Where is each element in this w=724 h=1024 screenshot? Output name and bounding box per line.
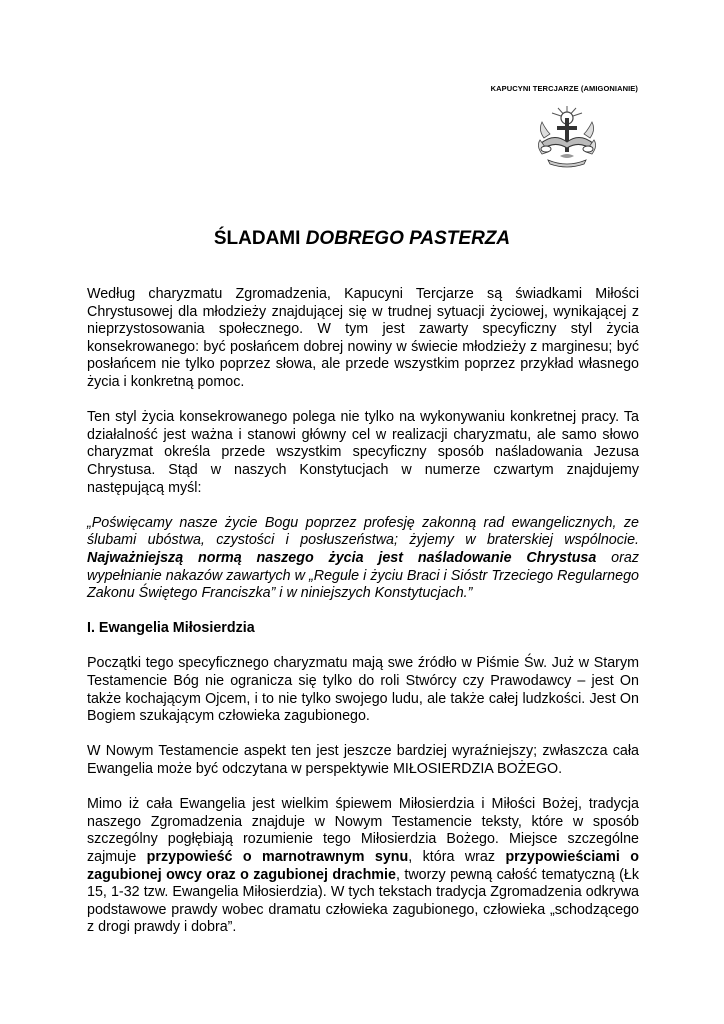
constitution-quote xyxy=(87,515,639,603)
paragraph-parables xyxy=(87,796,639,937)
title-italic: DOBREGO PASTERZA xyxy=(305,228,511,249)
page-title xyxy=(0,226,724,252)
quote-part-a: „Poświęcamy nasze życie Bogu poprzez profesję zakonną rad ewangelicznych, ze ślubami ubóstwa, czystości i posłuszeństwa; żyjemy w braterskiej wspólnocie. xyxy=(87,514,639,549)
header-organization: KAPUCYNI TERCJARZE (AMIGONIANIE) xyxy=(490,84,638,93)
paragraph-lifestyle: Ten styl życia konsekrowanego polega nie tylko na wykonywaniu konkretnej pracy. Ta działalność jest ważna i stanowi główny cel w realizacji charyzmatu, ale samo słowo charyzmat określa przede wszystkim specyficzny sposób naśladowania Jezusa Chrystusa. Stąd w naszych Konstytucjach w numerze czwartym znajdujemy następującą myśl: xyxy=(87,409,639,496)
parables-part-c: , która wraz xyxy=(408,849,506,865)
parables-part-a: Mimo iż cała Ewangelia jest wielkim śpiewem Miłosierdzia i Miłości Bożej, tradycja naszego Zgromadzenia znajduje w Nowym Testamencie teksty, które w sposób szczególny pogłębiają rozumienie tego Miłosierdzia Bożego. Miejsce szczególne zajmuje xyxy=(87,796,639,865)
parables-bold-prodigal: przypowieść o marnotrawnym synu xyxy=(146,849,409,865)
paragraph-origins: Początki tego specyficznego charyzmatu mają swe źródło w Piśmie Św. Już w Starym Testamencie Bóg nie ogranicza się tylko do roli Stwórcy czy Prawodawcy – jest On także kochającym Ojcem, i to nie tylko swojego ludu, ale także całej ludzkości. Jest On Bogiem szukającym człowieka zagubionego. xyxy=(87,655,639,725)
document-body xyxy=(87,286,639,955)
paragraph-charism: Według charyzmatu Zgromadzenia, Kapucyni Tercjarze są świadkami Miłości Chrystusowej dla młodzieży znajdującej się w trudnej sytuacji życiowej, wynikającej z nieprzystosowania społecznego. W tym jest zawarty specyficzny styl życia konsekrowanego: być posłańcem dobrej nowiny w świecie młodzieży z marginesu; być posłańcem nie tylko poprzez słowa, ale przede wszystkim poprzez przykład własnego życia i konkretną pomoc. xyxy=(87,286,639,390)
title-plain: ŚLADAMI xyxy=(213,228,306,249)
parables-bold-lost-sheep: przypowieściami o zagubionej owcy oraz o zagubionej drachmie xyxy=(87,849,639,883)
capuchin-tertiary-emblem-icon xyxy=(534,104,600,168)
quote-part-bold: Najważniejszą normą naszego życia jest naśladowanie Chrystusa xyxy=(87,549,597,566)
parables-part-e: , tworzy pewną całość tematyczną (Łk 15, 1-32 tzw. Ewangelia Miłosierdzia). W tych tekstach tradycja Zgromadzenia odkrywa podstawowe prawdy wobec dramatu człowieka zagubionego, człowieka „schodzącego z drogi prawdy i dobra”. xyxy=(87,866,639,936)
paragraph-new-testament: W Nowym Testamencie aspekt ten jest jeszcze bardziej wyraźniejszy; zwłaszcza cała Ewangelia może być odczytana w perspektywie MIŁOSIERDZIA BOŻEGO. xyxy=(87,743,639,778)
section-heading: I. Ewangelia Miłosierdzia xyxy=(87,620,255,637)
quote-part-c: oraz wypełnianie nakazów zawartych w „Regule i życiu Braci i Sióstr Trzeciego Regularnego Zakonu Świętego Franciszka” i w niniejszych Konstytucjach.” xyxy=(87,549,639,602)
